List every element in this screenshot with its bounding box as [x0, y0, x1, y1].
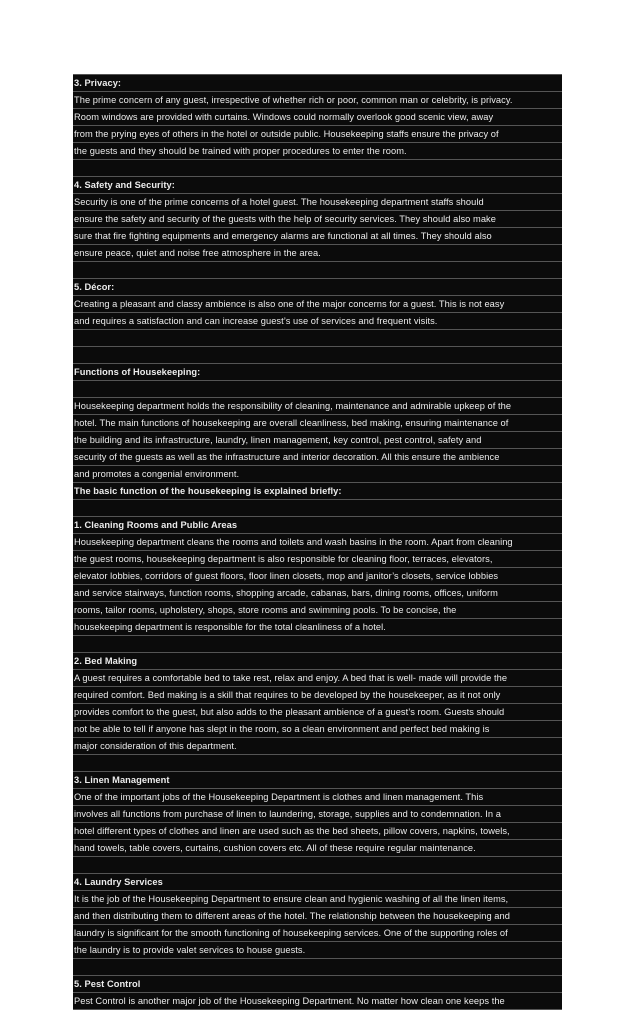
text-line: the laundry is to provide valet services to house guests.: [73, 942, 562, 959]
text-line: Pest Control is another major job of the Housekeeping Department. No matter how clean one keeps the: [73, 993, 562, 1010]
section-heading: 1. Cleaning Rooms and Public Areas: [73, 517, 562, 534]
blank-line: [73, 857, 562, 874]
section-heading: 3. Linen Management: [73, 772, 562, 789]
text-line: and promotes a congenial environment.: [73, 466, 562, 483]
text-line: housekeeping department is responsible for the total cleanliness of a hotel.: [73, 619, 562, 636]
text-line: ensure peace, quiet and noise free atmosphere in the area.: [73, 245, 562, 262]
text-line: It is the job of the Housekeeping Department to ensure clean and hygienic washing of all the linen items,: [73, 891, 562, 908]
blank-line: [73, 347, 562, 364]
document-page: [73, 74, 562, 1010]
text-line: and service stairways, function rooms, shopping arcade, cabanas, bars, dining rooms, offices, uniform: [73, 585, 562, 602]
text-line: The prime concern of any guest, irrespective of whether rich or poor, common man or celebrity, is privacy.: [73, 92, 562, 109]
text-line: hotel. The main functions of housekeeping are overall cleanliness, bed making, ensuring maintenance of: [73, 415, 562, 432]
text-line: sure that fire fighting equipments and emergency alarms are functional at all times. They should also: [73, 228, 562, 245]
section-heading: 4. Safety and Security:: [73, 177, 562, 194]
text-line: ensure the safety and security of the guests with the help of security services. They should also make: [73, 211, 562, 228]
text-line: involves all functions from purchase of linen to laundering, storage, supplies and to condemnation. In a: [73, 806, 562, 823]
text-line: provides comfort to the guest, but also adds to the pleasant ambience of a guest’s room. Guests should: [73, 704, 562, 721]
blank-line: [73, 160, 562, 177]
blank-line: [73, 959, 562, 976]
section-heading: 5. Pest Control: [73, 976, 562, 993]
text-line: major consideration of this department.: [73, 738, 562, 755]
text-line: Creating a pleasant and classy ambience is also one of the major concerns for a guest. This is not easy: [73, 296, 562, 313]
section-heading: 2. Bed Making: [73, 653, 562, 670]
section-heading: The basic function of the housekeeping is explained briefly:: [73, 483, 562, 500]
text-line: Housekeeping department holds the responsibility of cleaning, maintenance and admirable upkeep of the: [73, 398, 562, 415]
text-line: required comfort. Bed making is a skill that requires to be developed by the housekeeper, as it not only: [73, 687, 562, 704]
text-line: rooms, tailor rooms, upholstery, shops, store rooms and swimming pools. To be concise, the: [73, 602, 562, 619]
text-line: hand towels, table covers, curtains, cushion covers etc. All of these require regular maintenance.: [73, 840, 562, 857]
text-line: and then distributing them to different areas of the hotel. The relationship between the housekeeping and: [73, 908, 562, 925]
text-line: A guest requires a comfortable bed to take rest, relax and enjoy. A bed that is well- made will provide the: [73, 670, 562, 687]
text-line: laundry is significant for the smooth functioning of housekeeping services. One of the supporting roles of: [73, 925, 562, 942]
section-heading: 5. Décor:: [73, 279, 562, 296]
text-line: from the prying eyes of others in the hotel or outside public. Housekeeping staffs ensure the privacy of: [73, 126, 562, 143]
section-heading: 3. Privacy:: [73, 75, 562, 92]
section-heading: 4. Laundry Services: [73, 874, 562, 891]
text-line: Security is one of the prime concerns of a hotel guest. The housekeeping department staffs should: [73, 194, 562, 211]
text-line: hotel different types of clothes and linen are used such as the bed sheets, pillow covers, napkins, towels,: [73, 823, 562, 840]
text-line: Room windows are provided with curtains. Windows could normally overlook good scenic view, away: [73, 109, 562, 126]
blank-line: [73, 381, 562, 398]
text-line: the building and its infrastructure, laundry, linen management, key control, pest control, safety and: [73, 432, 562, 449]
text-line: the guests and they should be trained with proper procedures to enter the room.: [73, 143, 562, 160]
text-line: security of the guests as well as the infrastructure and interior decoration. All this ensure the ambience: [73, 449, 562, 466]
text-line: and requires a satisfaction and can increase guest’s use of services and frequent visits.: [73, 313, 562, 330]
blank-line: [73, 636, 562, 653]
text-line: not be able to tell if anyone has slept in the room, so a clean environment and perfect bed making is: [73, 721, 562, 738]
section-heading: Functions of Housekeeping:: [73, 364, 562, 381]
blank-line: [73, 755, 562, 772]
text-line: elevator lobbies, corridors of guest floors, floor linen closets, mop and janitor’s closets, service lobbies: [73, 568, 562, 585]
blank-line: [73, 500, 562, 517]
text-line: the guest rooms, housekeeping department is also responsible for cleaning floor, terraces, elevators,: [73, 551, 562, 568]
text-line: One of the important jobs of the Housekeeping Department is clothes and linen management. This: [73, 789, 562, 806]
blank-line: [73, 330, 562, 347]
blank-line: [73, 262, 562, 279]
text-line: Housekeeping department cleans the rooms and toilets and wash basins in the room. Apart from cleaning: [73, 534, 562, 551]
